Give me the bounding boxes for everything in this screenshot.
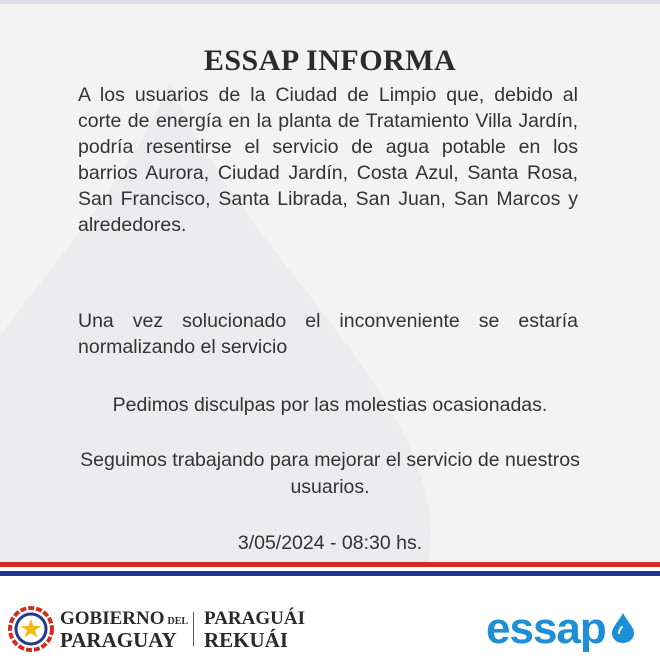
notice-datetime: 3/05/2024 - 08:30 hs.: [237, 532, 423, 554]
flag-stripe-blue: [0, 571, 660, 576]
closing-text: Seguimos trabajando para mejorar el servicio de nuestros usuarios.: [80, 449, 580, 498]
footer-divider: [193, 612, 194, 646]
apology-text: Pedimos disculpas por las molestias ocasionadas.: [112, 394, 548, 416]
notice-paragraph-1: A los usuarios de la Ciudad de Limpio que, debido al corte de energía en la planta de Tratamiento Villa Jardín, podría resentirse el servicio de agua potable en los barrios Aurora, Ciudad Jardín, Costa Azul, Santa Rosa, San Francisco, Santa Librada, San Juan, San Marcos y alrededores.: [78, 84, 578, 236]
footer-del: DEL: [167, 616, 189, 627]
water-drop-icon: [610, 612, 636, 644]
paraguay-seal-icon: [8, 606, 54, 652]
notice-title: ESSAP INFORMA: [203, 44, 457, 77]
footer-paraguai: PARAGUÁI: [204, 608, 305, 629]
footer-paraguay: PARAGUAY: [60, 628, 177, 652]
notice-paragraph-2: Una vez solucionado el inconveniente se estaría normalizando el servicio: [78, 310, 578, 358]
essap-logo: essap: [486, 604, 606, 653]
footer-gobierno: GOBIERNO DEL: [60, 608, 189, 629]
top-border: [0, 0, 660, 4]
footer-rekuai: REKUÁI: [204, 628, 289, 652]
